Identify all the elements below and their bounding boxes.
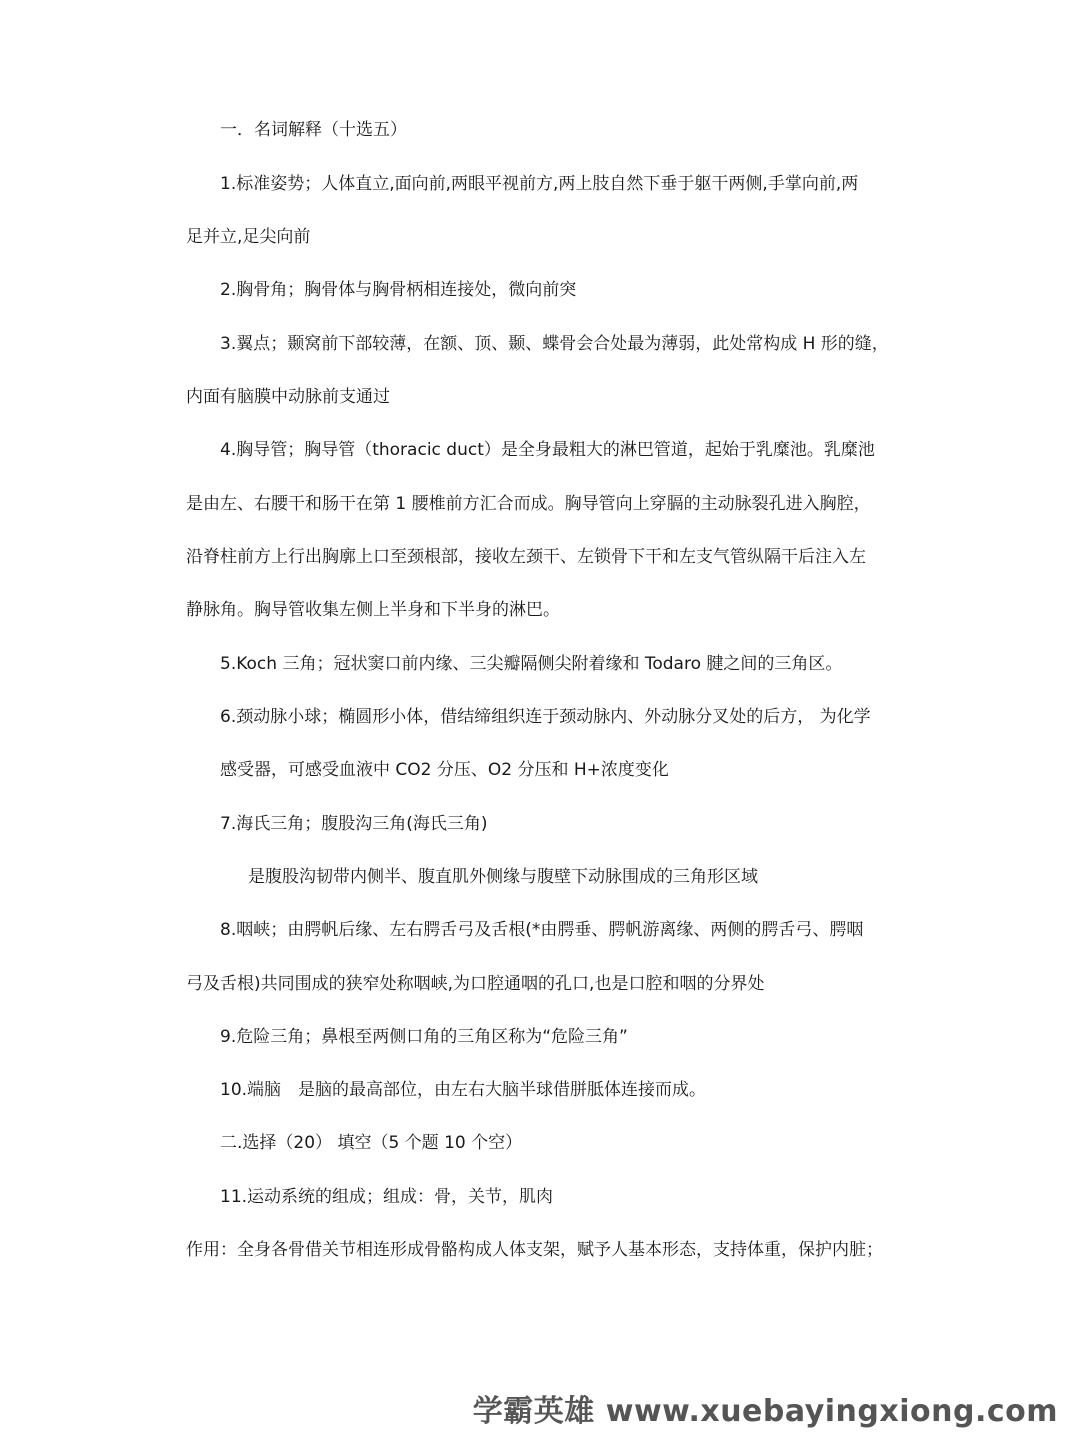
paragraph-line: 是腹股沟韧带内侧半、腹直肌外侧缘与腹壁下动脉围成的三角形区域	[248, 867, 758, 887]
paragraph-line: 1.标准姿势；人体直立,面向前,两眼平视前方,两上肢自然下垂于躯干两侧,手掌向前,两	[220, 174, 859, 194]
paragraph-line: 8.咽峡；由腭帆后缘、左右腭舌弓及舌根(*由腭垂、腭帆游离缘、两侧的腭舌弓、腭咽	[220, 920, 864, 940]
paragraph-line: 5.Koch 三角；冠状窦口前内缘、三尖瓣隔侧尖附着缘和 Todaro 腱之间的三角区。	[220, 654, 843, 674]
paragraph-line: 3.翼点；颞窝前下部较薄，在额、顶、颞、蝶骨会合处最为薄弱，此处常构成 H 形的缝，	[220, 334, 889, 354]
paragraph-line: 静脉角。胸导管收集左侧上半身和下半身的淋巴。	[186, 600, 560, 620]
paragraph-line: 2.胸骨角；胸骨体与胸骨柄相连接处，微向前突	[220, 280, 577, 300]
paragraph-line: 9.危险三角；鼻根至两侧口角的三角区称为“危险三角”	[220, 1027, 628, 1047]
paragraph-line: 弓及舌根)共同围成的狭窄处称咽峡,为口腔通咽的孔口,也是口腔和咽的分界处	[186, 974, 765, 994]
paragraph-line: 10.端脑 是脑的最高部位，由左右大脑半球借胼胝体连接而成。	[220, 1080, 707, 1100]
section-heading-1: 一．名词解释（十选五）	[220, 120, 407, 140]
paragraph-line: 感受器，可感受血液中 CO2 分压、O2 分压和 H+浓度变化	[220, 760, 669, 780]
paragraph-line: 是由左、右腰干和肠干在第 1 腰椎前方汇合而成。胸导管向上穿膈的主动脉裂孔进入胸腔，	[186, 494, 871, 514]
paragraph-line: 作用：全身各骨借关节相连形成骨骼构成人体支架，赋予人基本形态，支持体重，保护内脏；	[186, 1240, 883, 1260]
paragraph-line: 足并立,足尖向前	[186, 227, 311, 247]
paragraph-line: 7.海氏三角；腹股沟三角(海氏三角)	[220, 814, 488, 834]
paragraph-line: 沿脊柱前方上行出胸廓上口至颈根部，接收左颈干、左锁骨下干和左支气管纵隔干后注入左	[186, 547, 866, 567]
section-heading-2: 二.选择（20） 填空（5 个题 10 个空）	[220, 1133, 523, 1153]
footer-watermark: 学霸英雄 www.xuebayingxiong.com	[472, 1394, 1058, 1429]
paragraph-line: 6.颈动脉小球；椭圆形小体，借结缔组织连于颈动脉内、外动脉分叉处的后方， 为化学	[220, 707, 871, 727]
paragraph-line: 4.胸导管；胸导管（thoracic duct）是全身最粗大的淋巴管道，起始于乳糜池。乳糜池	[220, 440, 875, 460]
paragraph-line: 11.运动系统的组成；组成：骨，关节，肌肉	[220, 1187, 554, 1207]
paragraph-line: 内面有脑膜中动脉前支通过	[186, 387, 390, 407]
